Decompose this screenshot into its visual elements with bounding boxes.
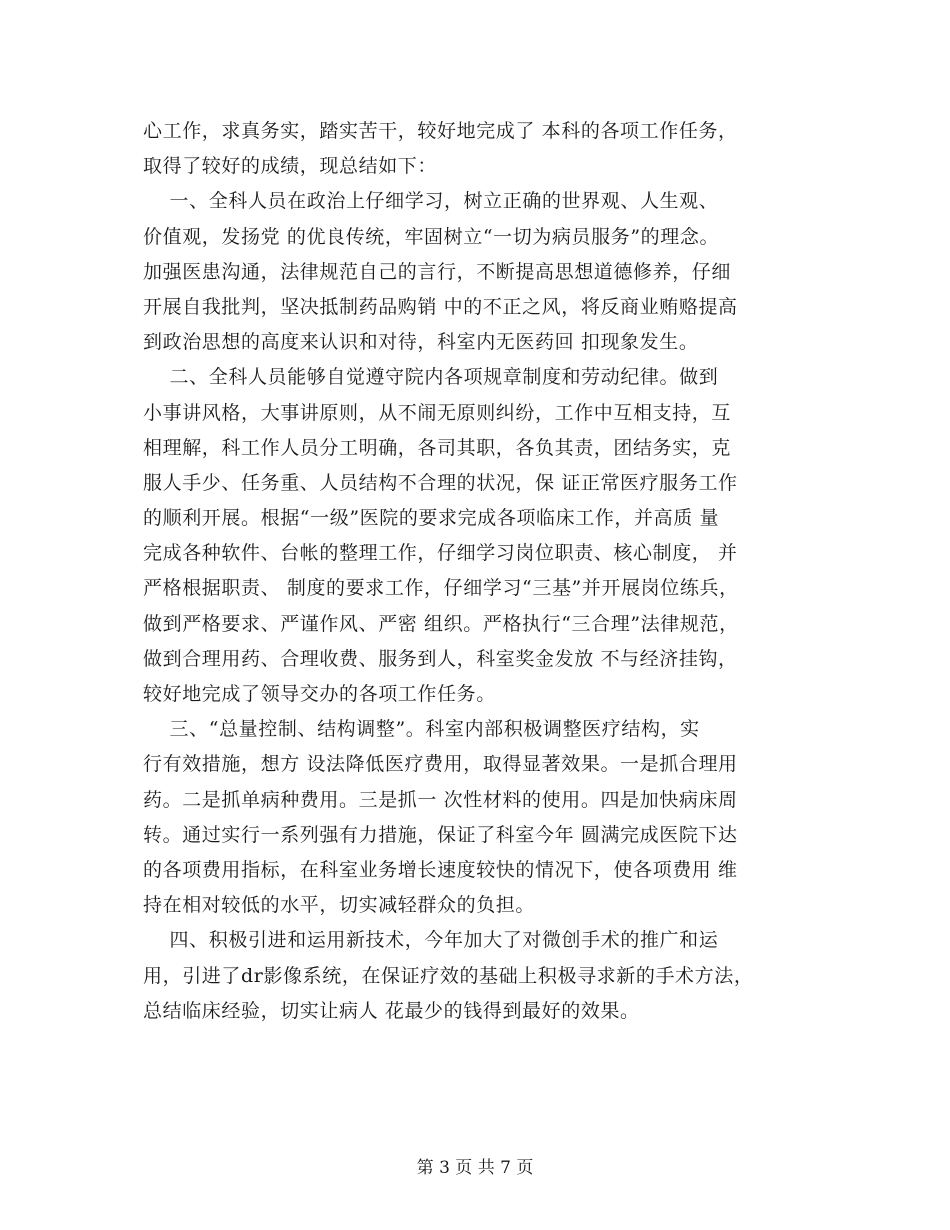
text-line: 四、积极引进和运用新技术，今年加大了对微创手术的推广和运 [143, 929, 719, 952]
text-line: 相理解，科工作人员分工明确，各司其职，各负其责，团结务实，克 [143, 436, 732, 459]
text-line: 心工作，求真务实，踏实苦干，较好地完成了 本科的各项工作任务， [143, 120, 738, 142]
text-line: 药。二是抓单病种费用。三是抓一 次性材料的使用。四是加快病床周 [143, 788, 738, 811]
text-line: 的各项费用指标，在科室业务增长速度较快的情况下，使各项费用 维 [143, 858, 738, 881]
page-number-footer: 第 3 页 共 7 页 [416, 1158, 534, 1178]
text-line: 完成各种软件、台帐的整理工作，仔细学习岗位职责、核心制度， 并 [143, 542, 738, 565]
text-line: 服人手少、任务重、人员结构不合理的状况，保 证正常医疗服务工作 [143, 471, 738, 494]
text-line: 用，引进了dr影像系统，在保证疗效的基础上积极寻求新的手术方法， [143, 964, 754, 987]
text-line: 持在相对较低的水平，切实减轻群众的负担。 [143, 894, 536, 917]
text-line: 一、全科人员在政治上仔细学习，树立正确的世界观、人生观、 [143, 190, 719, 213]
text-line: 开展自我批判，坚决抵制药品购销 中的不正之风，将反商业贿赂提高 [143, 295, 738, 318]
text-line: 转。通过实行一系列强有力措施，保证了科室今年 圆满完成医院下达 [143, 823, 738, 846]
text-line: 严格根据职责、 制度的要求工作，仔细学习“三基”并开展岗位练兵， [143, 577, 739, 600]
text-line: 行有效措施，想方 设法降低医疗费用，取得显著效果。一是抓合理用 [143, 753, 738, 776]
text-line: 做到严格要求、严谨作风、严密 组织。严格执行“三合理”法律规范， [143, 612, 739, 635]
text-line: 取得了较好的成绩，现总结如下： [143, 155, 438, 178]
text-line: 价值观，发扬党 的优良传统，牢固树立“一切为病员服务”的理念。 [143, 225, 720, 248]
text-line: 较好地完成了领导交办的各项工作任务。 [143, 683, 496, 705]
text-line: 做到合理用药、合理收费、服务到人，科室奖金发放 不与经济挂钩， [143, 647, 738, 670]
text-line: 到政治思想的高度来认识和对待，科室内无医药回 扣现象发生。 [143, 331, 699, 354]
text-line: 小事讲风格，大事讲原则，从不闹无原则纠纷，工作中互相支持，互 [143, 401, 732, 424]
text-line: 加强医患沟通，法律规范自己的言行，不断提高思想道德修养，仔细 [143, 260, 732, 283]
body-text [143, 114, 843, 1029]
text-line: 三、“总量控制、结构调整”。科室内部积极调整医疗结构，实 [143, 718, 700, 741]
text-line: 总结临床经验，切实让病人 花最少的钱得到最好的效果。 [143, 999, 640, 1022]
text-line: 的顺利开展。根据“一级”医院的要求完成各项临床工作，并高质 量 [143, 507, 720, 530]
text-line: 二、全科人员能够自觉遵守院内各项规章制度和劳动纪律。做到 [143, 366, 719, 389]
